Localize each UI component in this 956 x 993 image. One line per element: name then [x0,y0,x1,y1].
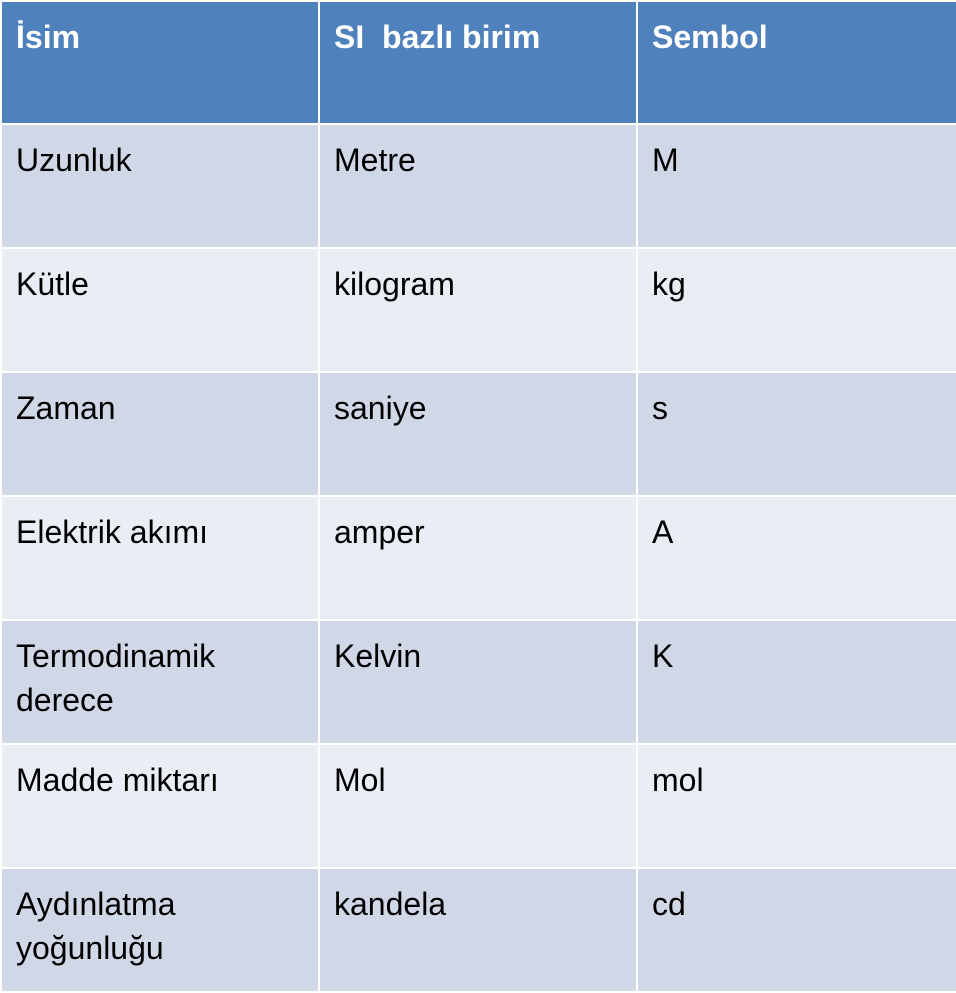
cell-symbol: kg [637,248,956,372]
cell-name: Aydınlatma yoğunluğu [1,868,319,992]
cell-name: Zaman [1,372,319,496]
cell-si-unit: kilogram [319,248,637,372]
cell-si-unit: Kelvin [319,620,637,744]
table-row [1,372,956,496]
table-row [1,248,956,372]
cell-symbol: cd [637,868,956,992]
cell-symbol: mol [637,744,956,868]
cell-name: Elektrik akımı [1,496,319,620]
cell-symbol: M [637,124,956,248]
cell-name: Madde miktarı [1,744,319,868]
cell-si-unit: Metre [319,124,637,248]
cell-symbol: K [637,620,956,744]
cell-si-unit: kandela [319,868,637,992]
header-name: İsim [1,1,319,124]
header-symbol: Sembol [637,1,956,124]
cell-name: Uzunluk [1,124,319,248]
table-row [1,868,956,992]
header-si-unit: SI bazlı birim [319,1,637,124]
cell-name: Termodinamik derece [1,620,319,744]
table-row [1,496,956,620]
header-row [1,1,956,124]
cell-si-unit: amper [319,496,637,620]
cell-name: Kütle [1,248,319,372]
cell-symbol: s [637,372,956,496]
table-row [1,620,956,744]
table-row [1,124,956,248]
cell-si-unit: Mol [319,744,637,868]
cell-symbol: A [637,496,956,620]
cell-si-unit: saniye [319,372,637,496]
table-row [1,744,956,868]
